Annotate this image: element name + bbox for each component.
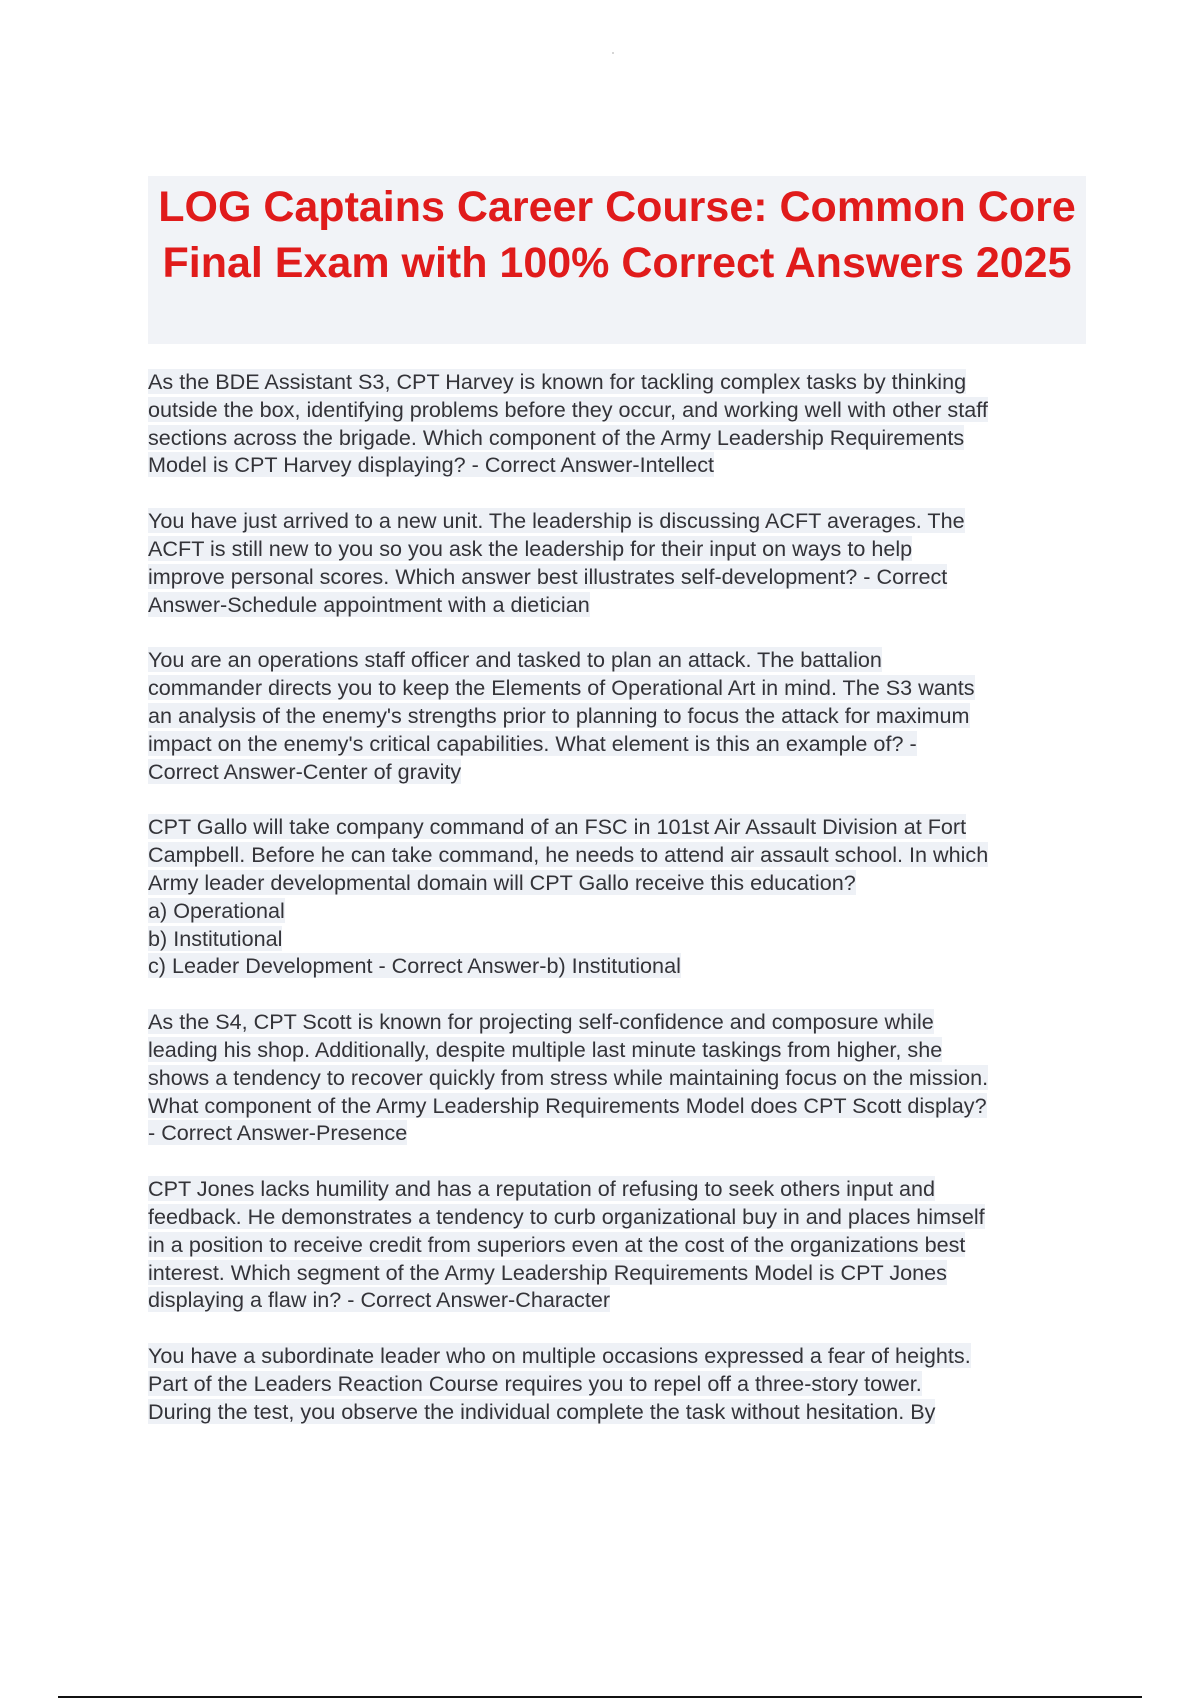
question-block [148, 1342, 1088, 1425]
question-line [148, 368, 1088, 396]
question-line [148, 952, 1088, 980]
question-line-text: a) Operational [148, 897, 285, 923]
question-line [148, 1036, 1088, 1064]
question-line [148, 591, 1088, 619]
question-line-text: - Correct Answer-Presence [148, 1120, 408, 1146]
question-line [148, 1092, 1088, 1120]
page-top-mark [612, 52, 614, 54]
question-line [148, 563, 1088, 591]
title-banner [148, 176, 1086, 344]
question-line-text: Answer-Schedule appointment with a dietician [148, 591, 590, 617]
question-line-text: outside the box, identifying problems before they occur, and working well with other staff [148, 396, 988, 422]
question-line-text: CPT Jones lacks humility and has a reputation of refusing to seek others input and [148, 1176, 936, 1202]
question-line [148, 925, 1088, 953]
question-line [148, 1286, 1088, 1314]
question-line-text: b) Institutional [148, 925, 283, 951]
question-line [148, 841, 1088, 869]
question-line-text: shows a tendency to recover quickly from stress while maintaining focus on the mission. [148, 1064, 989, 1090]
question-line [148, 424, 1088, 452]
footer-divider [58, 1696, 1142, 1698]
question-line-text: Model is CPT Harvey displaying? - Correct Answer-Intellect [148, 452, 715, 478]
question-line [148, 1259, 1088, 1287]
document-title: LOG Captains Career Course: Common Core Final Exam with 100% Correct Answers 2025 [158, 183, 1076, 287]
question-block [148, 507, 1088, 618]
question-line [148, 535, 1088, 563]
question-block [148, 1008, 1088, 1147]
question-line-text: CPT Gallo will take company command of an FSC in 101st Air Assault Division at Fort [148, 814, 967, 840]
question-line-text: improve personal scores. Which answer best illustrates self-development? - Correct [148, 563, 948, 589]
question-line [148, 674, 1088, 702]
question-line [148, 702, 1088, 730]
question-line-text: As the S4, CPT Scott is known for projecting self-confidence and composure while [148, 1009, 934, 1035]
question-line-text: Correct Answer-Center of gravity [148, 758, 462, 784]
question-line-text: During the test, you observe the individual complete the task without hesitation. By [148, 1398, 936, 1424]
question-line-text: displaying a flaw in? - Correct Answer-Character [148, 1287, 611, 1313]
question-line-text: You are an operations staff officer and tasked to plan an attack. The battalion [148, 647, 882, 673]
question-line-text: in a position to receive credit from superiors even at the cost of the organizations best [148, 1231, 966, 1257]
question-line [148, 1231, 1088, 1259]
question-line [148, 451, 1088, 479]
question-line [148, 869, 1088, 897]
question-line-text: commander directs you to keep the Elements of Operational Art in mind. The S3 wants [148, 675, 975, 701]
question-line-text: c) Leader Development - Correct Answer-b) Institutional [148, 953, 681, 979]
question-line-text: an analysis of the enemy's strengths prior to planning to focus the attack for maximum [148, 702, 970, 728]
question-line [148, 1398, 1088, 1426]
question-line-text: leading his shop. Additionally, despite multiple last minute taskings from higher, she [148, 1036, 943, 1062]
question-line [148, 1119, 1088, 1147]
question-line [148, 730, 1088, 758]
question-block [148, 646, 1088, 785]
question-line [148, 1203, 1088, 1231]
question-line [148, 507, 1088, 535]
question-list [148, 368, 1088, 1454]
question-line [148, 1342, 1088, 1370]
question-block [148, 813, 1088, 980]
question-line [148, 1064, 1088, 1092]
question-line-text: As the BDE Assistant S3, CPT Harvey is known for tackling complex tasks by thinking [148, 369, 967, 394]
question-block [148, 368, 1088, 479]
question-line [148, 1370, 1088, 1398]
question-line-text: sections across the brigade. Which component of the Army Leadership Requirements [148, 424, 965, 450]
question-block [148, 1175, 1088, 1314]
question-line-text: You have a subordinate leader who on multiple occasions expressed a fear of heights. [148, 1343, 971, 1369]
question-line-text: You have just arrived to a new unit. The leadership is discussing ACFT averages. The [148, 508, 965, 534]
question-line-text: What component of the Army Leadership Requirements Model does CPT Scott display? [148, 1092, 987, 1118]
question-line-text: ACFT is still new to you so you ask the leadership for their input on ways to help [148, 535, 913, 561]
question-line [148, 1008, 1088, 1036]
question-line-text: interest. Which segment of the Army Leadership Requirements Model is CPT Jones [148, 1259, 947, 1285]
question-line-text: Campbell. Before he can take command, he needs to attend air assault school. In which [148, 842, 989, 868]
question-line [148, 813, 1088, 841]
question-line [148, 1175, 1088, 1203]
question-line [148, 758, 1088, 786]
question-line-text: Army leader developmental domain will CPT Gallo receive this education? [148, 869, 856, 895]
question-line-text: Part of the Leaders Reaction Course requires you to repel off a three-story tower. [148, 1370, 922, 1396]
question-line [148, 396, 1088, 424]
question-line-text: feedback. He demonstrates a tendency to curb organizational buy in and places himself [148, 1203, 985, 1229]
question-line [148, 897, 1088, 925]
question-line [148, 646, 1088, 674]
question-line-text: impact on the enemy's critical capabilities. What element is this an example of? - [148, 730, 917, 756]
